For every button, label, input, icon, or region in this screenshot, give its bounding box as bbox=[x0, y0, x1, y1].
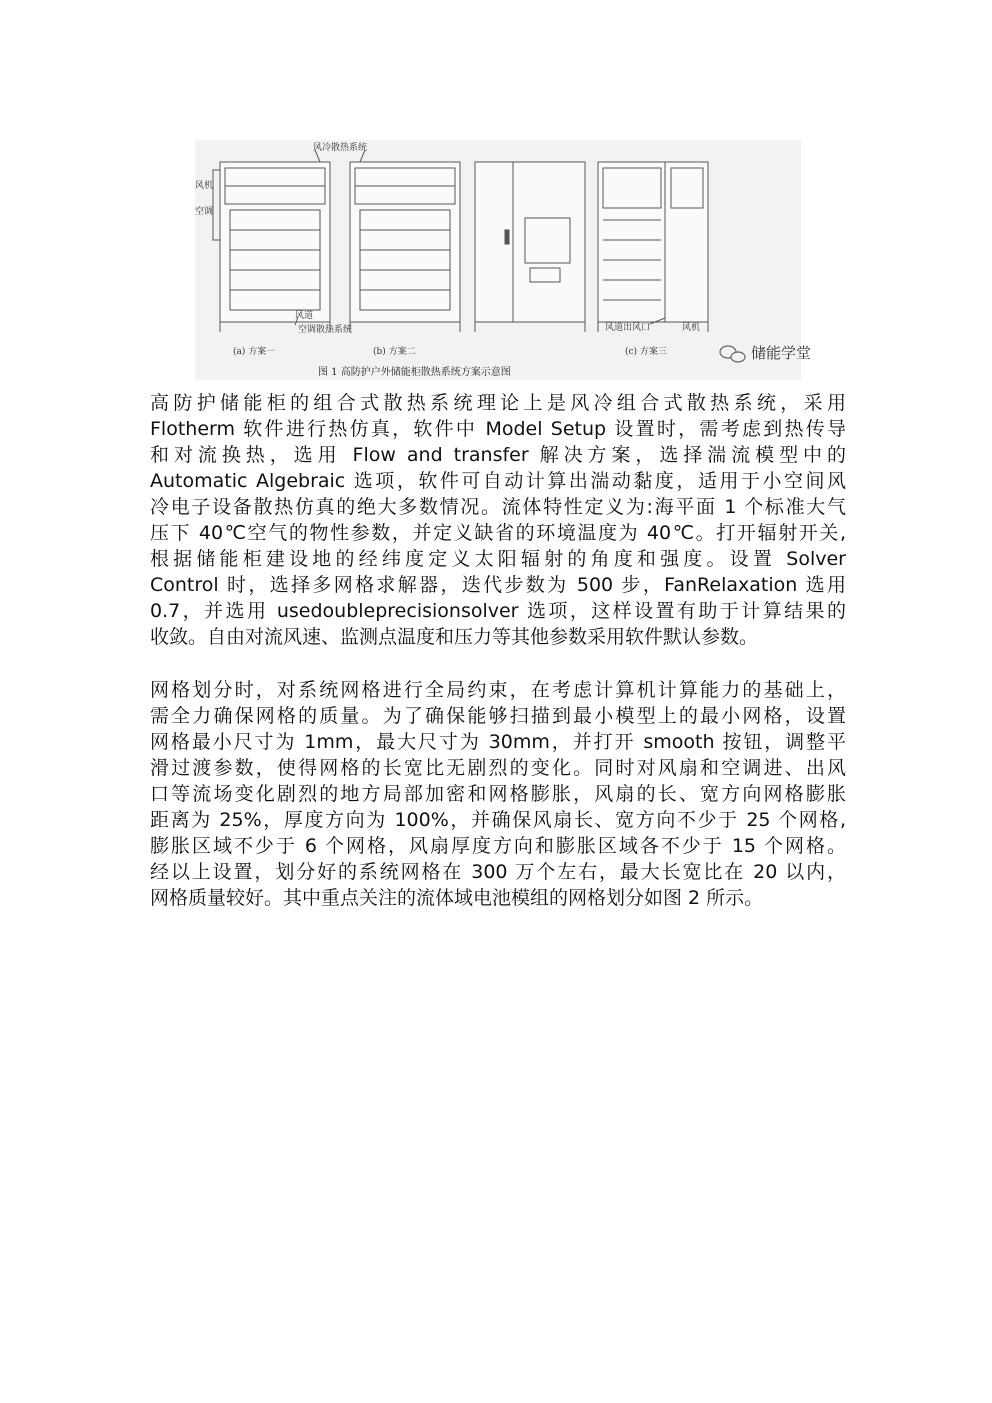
text-line: 高防护储能柜的组合式散热系统理论上是风冷组合式散热系统，采用 bbox=[150, 392, 846, 414]
subcaption-c: (c) 方案三 bbox=[625, 347, 667, 357]
text-line: Control 时，选择多网格求解器，迭代步数为 500 步，FanRelaxation 选用 bbox=[150, 574, 846, 596]
text-line: 收敛。自由对流风速、监测点温度和压力等其他参数采用软件默认参数。 bbox=[150, 626, 759, 648]
text-line: 根据储能柜建设地的经纬度定义太阳辐射的角度和强度。设置 Solver bbox=[150, 548, 846, 570]
cabinet-c-drawing bbox=[598, 162, 708, 332]
figure-1 bbox=[195, 140, 812, 380]
text-line: 网格最小尺寸为 1mm，最大尺寸为 30mm，并打开 smooth 按钮，调整平 bbox=[150, 731, 846, 753]
text-line: 距离为 25%，厚度方向为 100%，并确保风扇长、宽方向不少于 25 个网格, bbox=[150, 809, 846, 831]
paragraph-1 bbox=[150, 390, 846, 650]
text-line: 需全力确保网格的质量。为了确保能够扫描到最小模型上的最小网格，设置 bbox=[150, 705, 846, 727]
text-line: 经以上设置，划分好的系统网格在 300 万个左右，最大长宽比在 20 以内， bbox=[150, 861, 846, 883]
text-line: 滑过渡参数，使得网格的长宽比无剧烈的变化。同时对风扇和空调进、出风 bbox=[150, 757, 846, 779]
text-line: 压下 40℃空气的物性参数，并定义缺省的环境温度为 40℃。打开辐射开关, bbox=[150, 522, 846, 544]
callout-duct-outlet: 风道出风口 bbox=[605, 323, 651, 333]
callout-ac-cooling-system: 空调散热系统 bbox=[298, 325, 353, 335]
callout-air-duct: 风道 bbox=[295, 311, 314, 321]
subcaption-a: (a) 方案一 bbox=[233, 347, 276, 357]
callout-air-conditioner: 空调 bbox=[195, 207, 214, 217]
paragraph-2 bbox=[150, 677, 846, 911]
text-line: 口等流场变化剧烈的地方局部加密和网格膨胀，风扇的长、宽方向网格膨胀 bbox=[150, 783, 846, 805]
text-line: 网格划分时，对系统网格进行全局约束，在考虑计算机计算能力的基础上， bbox=[150, 679, 846, 701]
text-line: 网格质量较好。其中重点关注的流体域电池模组的网格划分如图 2 所示。 bbox=[150, 887, 764, 909]
figure-caption: 图 1 高防护户外储能柜散热系统方案示意图 bbox=[318, 367, 511, 378]
text-line: 膨胀区域不少于 6 个网格，风扇厚度方向和膨胀区域各不少于 15 个网格。 bbox=[150, 835, 846, 857]
cabinet-front-drawing bbox=[475, 162, 585, 332]
text-line: 0.7，并选用 usedoubleprecisionsolver 选项，这样设置有助于计算结果的 bbox=[150, 600, 846, 622]
text-line: Flotherm 软件进行热仿真，软件中 Model Setup 设置时，需考虑到热传导 bbox=[150, 418, 846, 440]
callout-fan-cooling-system: 风冷散热系统 bbox=[313, 143, 368, 153]
callout-fan-right: 风机 bbox=[682, 323, 701, 333]
cabinet-a-drawing bbox=[213, 162, 330, 332]
text-line: Automatic Algebraic 选项，软件可自动计算出湍动黏度，适用于小空间风 bbox=[150, 470, 846, 492]
callout-fan-left: 风机 bbox=[195, 181, 214, 191]
watermark-text: 储能学堂 bbox=[751, 344, 812, 362]
text-line: 和对流换热，选用 Flow and transfer 解决方案，选择湍流模型中的 bbox=[150, 444, 846, 466]
cabinet-schematic bbox=[195, 140, 812, 380]
subcaption-b: (b) 方案二 bbox=[373, 347, 416, 357]
cabinet-b-drawing bbox=[350, 162, 460, 332]
text-line: 冷电子设备散热仿真的绝大多数情况。流体特性定义为:海平面 1 个标准大气 bbox=[150, 496, 846, 518]
